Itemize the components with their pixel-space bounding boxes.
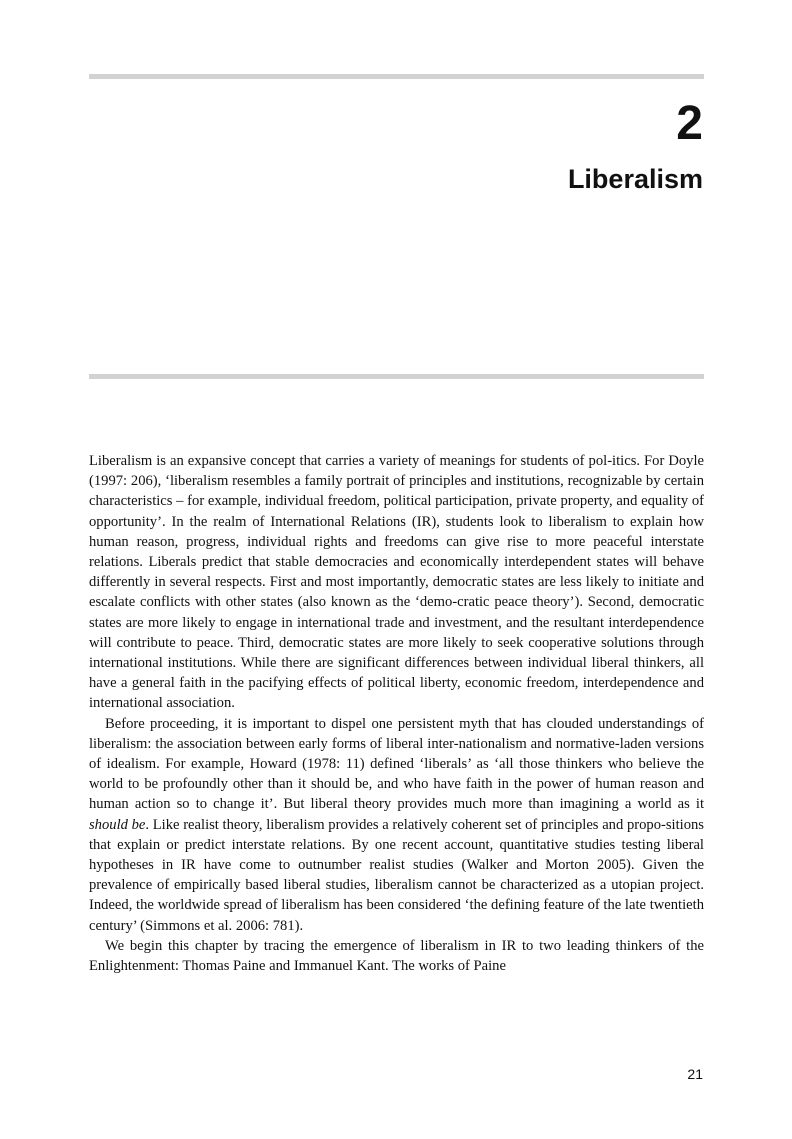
paragraph-intro bbox=[89, 451, 704, 714]
bottom-divider-rule bbox=[89, 374, 704, 379]
paragraph-text: Before proceeding, it is important to dispel one persistent myth that has clouded understandings of liberalism: the association between early forms of liberal inter-nationalism and normative-laden versions of idealism. For example, Howard (1978: 11) defined ‘liberals’ as ‘all those thinkers who believe the world to be profoundly other than it should be, and who have faith in the power of human reason and human action so to change it’. But liberal theory provides much more than imagining a world as it bbox=[89, 715, 704, 813]
top-divider-rule bbox=[89, 74, 704, 79]
paragraph-chapter-overview bbox=[89, 936, 704, 976]
chapter-title: Liberalism bbox=[567, 164, 703, 194]
paragraph-text: Liberalism is an expansive concept that carries a variety of meanings for students of pol-itics. For Doyle (1997: 206), ‘liberalism resembles a family portrait of principles and institutions, recognizable by certain characteristics – for example, individual freedom, political participation, private property, and equality of opportunity’. In the realm of International Relations (IR), students look to liberalism to explain how human reason, progress, individual rights and freedoms can give rise to more peaceful interstate relations. Liberals predict that stable democracies and economically interdependent states will behave differently in several respects. First and most importantly, democratic states are less likely to initiate and escalate conflicts with other states (also known as the ‘demo-cratic peace theory’). Second, democratic states are more likely to engage in international trade and investment, and the resultant interdependence will contribute to peace. Third, democratic states are more likely to seek cooperative solutions through international institutions. While there are significant differences between individual liberal thinkers, all have a general faith in the pacifying effects of political liberty, economic freedom, interdependence and international association. bbox=[89, 453, 704, 712]
paragraph-text: We begin this chapter by tracing the emergence of liberalism in IR to two leading thinkers of the Enlightenment: Thomas Paine and Immanuel Kant. The works of Paine bbox=[89, 937, 704, 975]
emphasis-text: should be bbox=[89, 816, 146, 833]
paragraph-idealism-myth bbox=[89, 714, 704, 936]
paragraph-text: . Like realist theory, liberalism provides a relatively coherent set of principles and propo-sitions that explain or predict interstate relations. By one recent account, quantitative studies testing liberal hypotheses in IR have come to outnumber realist studies (Walker and Morton 2005). Given the prevalence of empirically based liberal studies, liberalism cannot be characterized as a utopian project. Indeed, the worldwide spread of liberalism has been considered ‘the defining feature of the late twentieth century’ (Simmons et al. 2006: 781). bbox=[89, 816, 704, 934]
chapter-number: 2 bbox=[676, 97, 703, 150]
page-number: 21 bbox=[687, 1066, 703, 1082]
body-text bbox=[89, 451, 704, 976]
